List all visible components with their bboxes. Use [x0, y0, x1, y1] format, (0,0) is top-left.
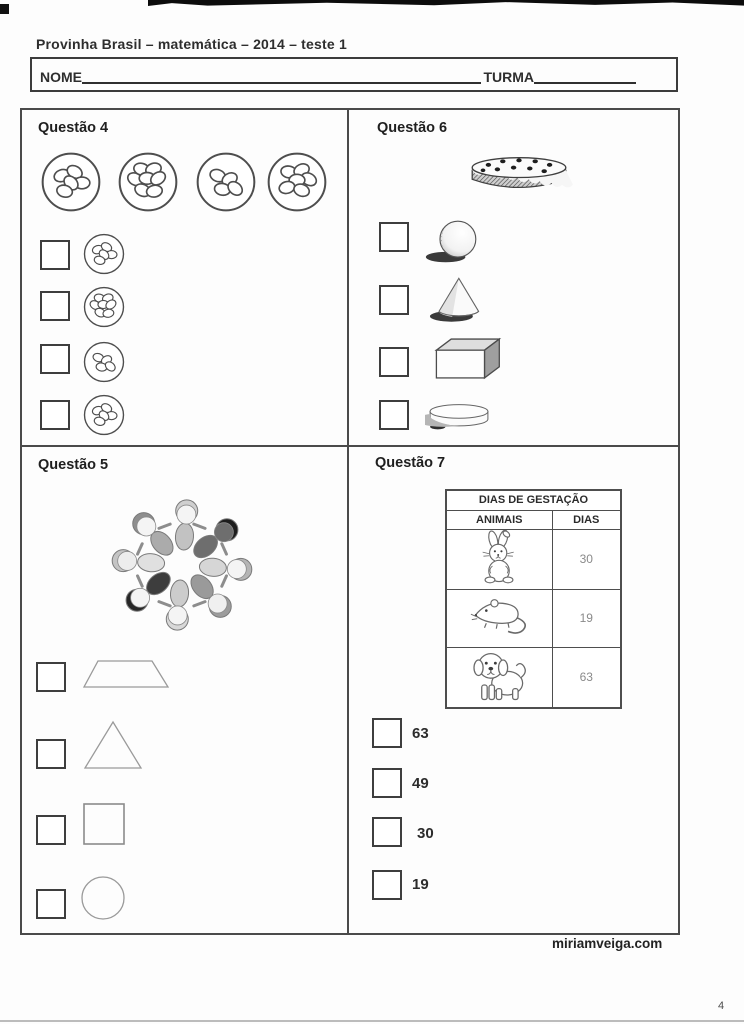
q4-option-4-egg-plate: [82, 393, 126, 437]
q7-option-3-label: 30: [417, 825, 434, 842]
question-7: [349, 447, 682, 937]
name-field[interactable]: [82, 70, 481, 84]
question-4-title: Questão 4: [38, 120, 109, 136]
question-6: [349, 110, 682, 445]
q4-option-1-checkbox[interactable]: [40, 240, 70, 270]
q4-option-3-checkbox[interactable]: [40, 344, 70, 374]
cake-illustration: [465, 152, 573, 194]
dog-icon: [469, 648, 529, 702]
table-row: [446, 529, 621, 589]
q7-option-4-checkbox[interactable]: [372, 870, 402, 900]
question-6-title: Questão 6: [377, 120, 448, 136]
rat-icon: [470, 595, 528, 637]
q6-option-4-checkbox[interactable]: [379, 400, 409, 430]
q4-option-4-checkbox[interactable]: [40, 400, 70, 430]
circle-icon: [80, 875, 126, 921]
gestation-table: [445, 489, 622, 709]
q5-option-2-checkbox[interactable]: [36, 739, 66, 769]
q7-option-2-label: 49: [412, 775, 429, 792]
q5-option-3-checkbox[interactable]: [36, 815, 66, 845]
dog-days-value: 63: [552, 647, 621, 708]
name-class-box: [30, 57, 678, 92]
egg-plate-3: [194, 150, 258, 214]
triangle-icon: [82, 719, 144, 771]
table-row: [446, 589, 621, 647]
scan-bottom-line: [0, 1020, 744, 1022]
document-title: Provinha Brasil – matemática – 2014 – teste 1: [36, 36, 347, 52]
class-label: TURMA: [483, 69, 534, 85]
scan-artifact-bar: [148, 0, 744, 7]
column-header-animals: ANIMAIS: [446, 510, 552, 529]
question-4: [22, 110, 347, 445]
egg-plate-4: [265, 150, 329, 214]
question-5-title: Questão 5: [38, 457, 109, 473]
q7-option-1-label: 63: [412, 725, 429, 742]
rabbit-days-value: 30: [552, 529, 621, 589]
rectangular-box-icon: [429, 335, 503, 382]
egg-plate-2: [116, 150, 180, 214]
cylinder-icon: [425, 402, 493, 432]
trapezoid-icon: [82, 659, 170, 689]
scan-artifact-speck: [0, 4, 9, 14]
questions-grid: [20, 108, 680, 935]
q6-option-2-checkbox[interactable]: [379, 285, 409, 315]
website-credit: miriamveiga.com: [552, 936, 663, 951]
gestation-table-title: DIAS DE GESTAÇÃO: [446, 490, 621, 510]
q4-option-1-egg-plate: [82, 232, 126, 276]
q6-option-3-checkbox[interactable]: [379, 347, 409, 377]
q7-option-1-checkbox[interactable]: [372, 718, 402, 748]
q7-option-2-checkbox[interactable]: [372, 768, 402, 798]
q5-option-1-checkbox[interactable]: [36, 662, 66, 692]
question-5: [22, 447, 347, 937]
q4-option-3-egg-plate: [82, 340, 126, 384]
square-icon: [82, 802, 126, 846]
egg-plate-1: [39, 150, 103, 214]
table-row: [446, 647, 621, 708]
rabbit-icon: [471, 530, 527, 584]
sphere-icon: [423, 217, 489, 265]
q6-option-1-checkbox[interactable]: [379, 222, 409, 252]
rat-days-value: 19: [552, 589, 621, 647]
page-number: 4: [718, 1000, 725, 1012]
q4-option-2-egg-plate: [82, 285, 126, 329]
q4-option-2-checkbox[interactable]: [40, 291, 70, 321]
question-7-title: Questão 7: [375, 455, 446, 471]
q7-option-3-checkbox[interactable]: [372, 817, 402, 847]
q7-option-4-label: 19: [412, 876, 429, 893]
children-circle-illustration: [100, 491, 264, 641]
cone-icon: [425, 273, 491, 325]
class-field[interactable]: [534, 70, 636, 84]
q5-option-4-checkbox[interactable]: [36, 889, 66, 919]
column-header-days: DIAS: [552, 510, 621, 529]
name-label: NOME: [40, 69, 82, 85]
